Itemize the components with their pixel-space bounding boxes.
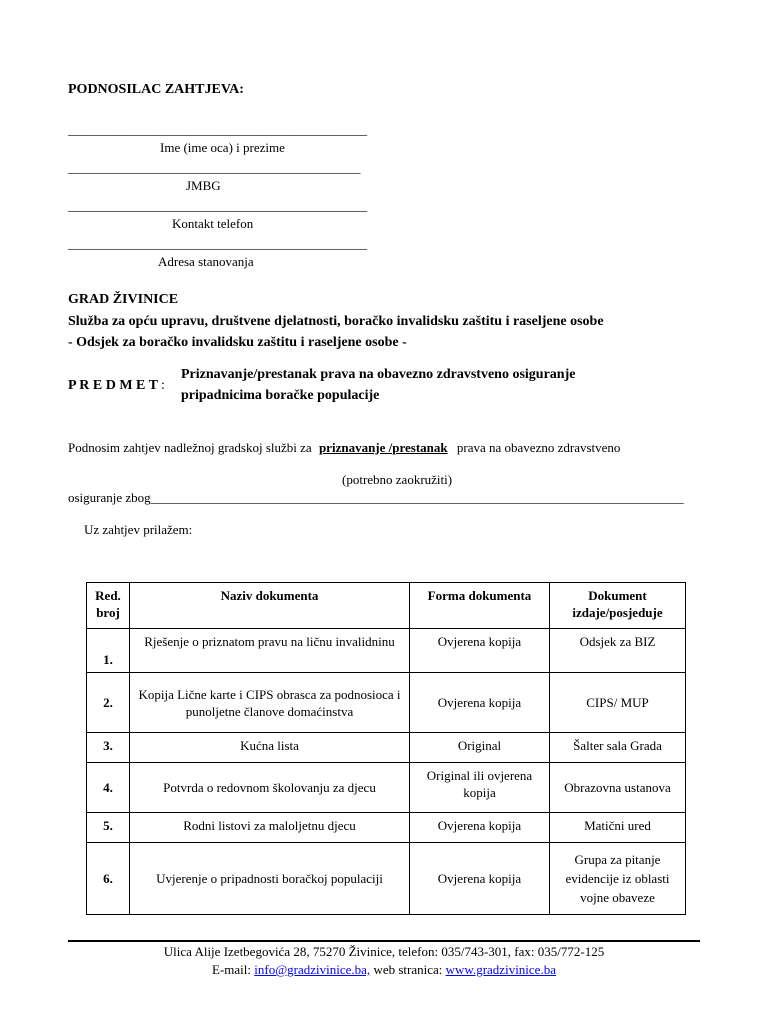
row-document-name: Kopija Lične karte i CIPS obrasca za podnosioca i punoljetne članove domaćinstva <box>130 673 410 733</box>
row-document-name: Potvrda o redovnom školovanju za djecu <box>130 763 410 813</box>
footer-email-link[interactable]: info@gradzivinice.ba, <box>254 962 371 977</box>
subject-label-text: P R E D M E T <box>68 378 158 393</box>
service-name: Služba za opću upravu, društvene djelatnosti, boračko invalidsku zaštitu i raseljene osobe <box>68 314 604 329</box>
subject-line-1: Priznavanje/prestanak prava na obavezno zdravstveno osiguranje <box>181 367 576 382</box>
row-issuer: Šalter sala Grada <box>550 733 686 763</box>
attachments-intro: Uz zahtjev prilažem: <box>84 522 193 537</box>
table-row <box>87 629 686 673</box>
footer-contact <box>68 962 700 978</box>
jmbg-field-line[interactable]: _____________________________________________ <box>68 160 361 175</box>
row-number: 2. <box>87 673 130 733</box>
row-issuer: Odsjek za BIZ <box>550 629 686 673</box>
header-document-name: Naziv dokumenta <box>130 583 410 629</box>
row-document-name: Rodni listovi za maloljetnu djecu <box>130 813 410 843</box>
table-row <box>87 843 686 915</box>
header-number: Red. broj <box>87 583 130 629</box>
request-start: Podnosim zahtjev nadležnoj gradskoj službi za <box>68 440 312 455</box>
footer-web-label: web stranica: <box>373 962 443 977</box>
footer-email-label: E-mail: <box>212 962 251 977</box>
address-field-label: Adresa stanovanja <box>158 254 254 269</box>
footer-rule <box>68 940 700 942</box>
row-number: 5. <box>87 813 130 843</box>
city-name: GRAD ŽIVINICE <box>68 292 179 307</box>
request-choice[interactable]: priznavanje /prestanak <box>318 440 448 455</box>
phone-field-label: Kontakt telefon <box>172 216 254 231</box>
subject-colon: : <box>160 378 165 393</box>
row-document-form: Ovjerena kopija <box>410 629 550 673</box>
row-document-form: Original <box>410 733 550 763</box>
table-header-row <box>87 583 686 629</box>
reason-field[interactable]: osiguranje zbog__________________________________________________________________________________ <box>68 490 684 505</box>
row-document-name: Kućna lista <box>130 733 410 763</box>
header-issuer: Dokument izdaje/posjeduje <box>550 583 686 629</box>
row-number: 4. <box>87 763 130 813</box>
applicant-heading: PODNOSILAC ZAHTJEVA: <box>68 82 244 97</box>
header-document-form: Forma dokumenta <box>410 583 550 629</box>
row-document-form: Ovjerena kopija <box>410 813 550 843</box>
row-document-name: Uvjerenje o pripadnosti boračkoj populaciji <box>130 843 410 915</box>
request-end: prava na obavezno zdravstveno <box>456 440 621 455</box>
row-issuer: Obrazovna ustanova <box>550 763 686 813</box>
table-row <box>87 813 686 843</box>
row-number: 1. <box>87 629 130 673</box>
footer-address: Ulica Alije Izetbegovića 28, 75270 Živinice, telefon: 035/743-301, fax: 035/772-125 <box>163 944 605 959</box>
row-number: 6. <box>87 843 130 915</box>
subject-label <box>68 378 165 394</box>
request-sentence <box>68 440 620 456</box>
row-document-name: Rješenje o priznatom pravu na ličnu invalidninu <box>130 629 410 673</box>
jmbg-field-label: JMBG <box>186 178 221 193</box>
department-name: - Odsjek za boračko invalidsku zaštitu i raseljene osobe - <box>68 335 407 350</box>
name-field-label: Ime (ime oca) i prezime <box>160 140 285 155</box>
table-row <box>87 763 686 813</box>
name-field-line[interactable]: ______________________________________________ <box>68 122 367 137</box>
row-document-form: Ovjerena kopija <box>410 843 550 915</box>
address-field-line[interactable]: ______________________________________________ <box>68 236 367 251</box>
row-issuer: Matični ured <box>550 813 686 843</box>
row-issuer: CIPS/ MUP <box>550 673 686 733</box>
subject-line-2: pripadnicima boračke populacije <box>181 388 380 403</box>
footer-web-link[interactable]: www.gradzivinice.ba <box>445 962 556 977</box>
circle-note: (potrebno zaokružiti) <box>342 472 453 487</box>
row-document-form: Original ili ovjerena kopija <box>410 763 550 813</box>
table-row <box>87 733 686 763</box>
row-document-form: Ovjerena kopija <box>410 673 550 733</box>
table-row <box>87 673 686 733</box>
row-number: 3. <box>87 733 130 763</box>
row-issuer: Grupa za pitanje evidencije iz oblasti vojne obaveze <box>550 843 686 915</box>
phone-field-line[interactable]: ______________________________________________ <box>68 198 367 213</box>
documents-table <box>86 582 686 915</box>
